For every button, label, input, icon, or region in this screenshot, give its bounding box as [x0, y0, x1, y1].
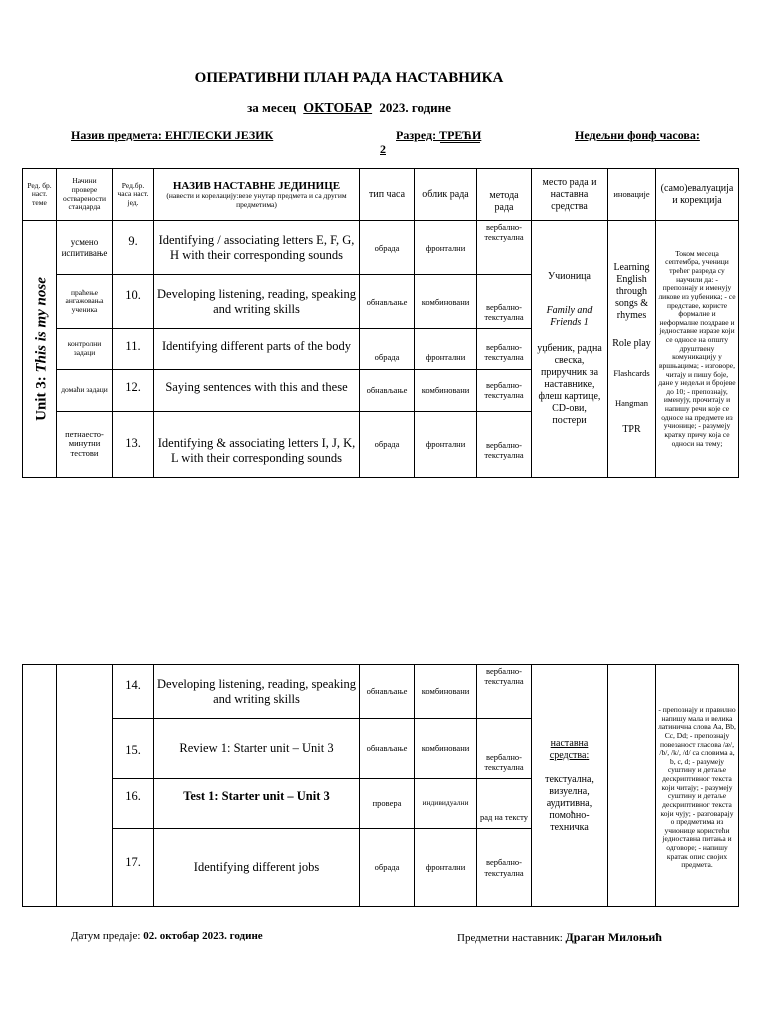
unit-number: Unit 3: — [33, 376, 50, 421]
lesson-method: вербално-текстуална — [477, 221, 532, 275]
lesson-title: Identifying / associating letters E, F, G, H with their corresponding sounds — [154, 221, 360, 275]
teacher — [457, 930, 662, 945]
header-row — [23, 169, 739, 221]
lesson-type: обнављање — [360, 665, 415, 719]
evaluation-cell: Током месеца септембра, ученици трећег разреда су научили да: - препознају и именују ликове из уџбеника; - се представе, користе формалне и неформалне поздраве и једноставне изразе који се односе на општу друштвену комуникацију у вршњацима; - изговоре, читају и пишу боје, дане у недељи и бројеве до 10; - препознају, именују, прочитају и напишу речи које се односе на предмете из учионице; - разумеју кратку причу која се односи на тему; — [656, 221, 739, 478]
month-prefix: за месец — [247, 100, 297, 115]
lesson-number: 16. — [113, 779, 154, 829]
grade: Разред: ТРЕЋИ — [396, 128, 482, 142]
submission-date — [71, 930, 263, 942]
lesson-method: рад на тексту — [477, 779, 532, 829]
innovation-item: TPR — [622, 424, 641, 436]
lesson-form: фронтални — [415, 221, 477, 275]
lesson-title: Test 1: Starter unit – Unit 3 — [154, 779, 360, 829]
unit-cell-empty — [23, 665, 57, 907]
weekly-hours-label: Недељни фонф часова: — [575, 128, 700, 142]
lesson-form: комбиновани — [415, 275, 477, 329]
col-unit-title-text: НАЗИВ НАСТАВНЕ ЈЕДИНИЦЕ — [172, 179, 341, 192]
lesson-type: обрада — [360, 329, 415, 369]
col-eval: (само)евалуација и корекција — [656, 169, 739, 221]
lesson-method: вербално-текстуална — [477, 719, 532, 779]
lesson-number: 14. — [113, 665, 154, 719]
innovations-cell — [608, 221, 656, 478]
lesson-form: комбиновани — [415, 665, 477, 719]
month-line — [0, 100, 698, 117]
lesson-form: фронтални — [415, 829, 477, 907]
teacher-label: Предметни наставник: — [457, 932, 563, 944]
plan-table-2 — [22, 664, 739, 907]
lesson-method: вербално-текстуална — [477, 369, 532, 411]
month-suffix: 2023. године — [379, 100, 451, 115]
col-unit-note: (навести и корелацију:везе унутар предмета и са другим предметима) — [166, 190, 347, 209]
lesson-form: индивидуални — [415, 779, 477, 829]
unit-cell — [23, 221, 57, 478]
subject-name: Назив предмета: ЕНГЛЕСКИ ЈЕЗИК — [71, 128, 274, 142]
lesson-title: Developing listening, reading, speaking and writing skills — [154, 665, 360, 719]
lesson-method: вербално-текстуална — [477, 665, 532, 719]
lesson-title: Identifying different parts of the body — [154, 329, 360, 369]
col-rb: Ред. бр. наст. теме — [23, 169, 57, 221]
place-means-text: наставна средства — [549, 737, 589, 761]
unit-wrap — [25, 222, 59, 476]
place-materials: уџбеник, радна свеска, приручник за наставнике, флеш картице, CD-ови, постери — [537, 343, 602, 426]
col-check: Начини провере остварености стандарда — [57, 169, 113, 221]
lesson-method: вербално-текстуална — [477, 411, 532, 477]
place-room: Учионица — [548, 271, 591, 282]
check-item: контролни задаци — [57, 329, 113, 369]
col-type: тип часа — [360, 169, 415, 221]
lesson-title: Saying sentences with this and these — [154, 369, 360, 411]
lesson-number: 10. — [113, 275, 154, 329]
innovation-item: Flashcards — [613, 367, 650, 378]
lesson-method: вербално-текстуална — [477, 329, 532, 369]
lesson-title: Identifying & associating letters I, J, K, L with their corresponding sounds — [154, 411, 360, 477]
lesson-type: провера — [360, 779, 415, 829]
lesson-method: вербално-текстуална — [477, 275, 532, 329]
weekly-hours-value: 2 — [380, 142, 386, 156]
innovation-item: Hangman — [614, 398, 649, 408]
lesson-type: обнављање — [360, 369, 415, 411]
check-item: праћење ангажовања ученика — [57, 275, 113, 329]
place-means-label: наставна средства: — [549, 737, 590, 761]
month-value: ОКТОБАР — [303, 101, 373, 116]
lesson-number: 15. — [113, 719, 154, 779]
place-cell — [532, 665, 608, 907]
check-cell-empty — [57, 665, 113, 907]
place-cell — [532, 221, 608, 478]
table-row — [23, 665, 739, 719]
lesson-type: обнављање — [360, 719, 415, 779]
grade-underline — [440, 142, 480, 143]
lesson-number: 9. — [113, 221, 154, 275]
lesson-type: обрада — [360, 829, 415, 907]
lesson-number: 12. — [113, 369, 154, 411]
lesson-number: 17. — [113, 829, 154, 907]
lesson-title: Developing listening, reading, speaking and writing skills — [154, 275, 360, 329]
lesson-type: обнављање — [360, 275, 415, 329]
check-item: усмено испитивање — [57, 221, 113, 275]
unit-name: This is my nose — [33, 277, 50, 373]
lesson-type: обрада — [360, 411, 415, 477]
plan-table-1 — [22, 168, 739, 478]
innovation-item: Learning English through songs & rhymes — [613, 261, 650, 321]
col-place: место рада и наставна средства — [532, 169, 608, 221]
date-label: Датум предаје: — [71, 930, 141, 942]
lesson-method: вербално-текстуална — [477, 829, 532, 907]
lesson-type: обрада — [360, 221, 415, 275]
lesson-title: Identifying different jobs — [154, 829, 360, 907]
lesson-number: 13. — [113, 411, 154, 477]
page-title: ОПЕРАТИВНИ ПЛАН РАДА НАСТАВНИКА — [194, 70, 504, 86]
table-row — [23, 221, 739, 275]
innovation-item: Role play — [612, 337, 651, 349]
col-unit-title — [154, 169, 360, 221]
innovations-cell-empty — [608, 665, 656, 907]
col-lesson-no: Ред.бр. часа наст. јед. — [113, 169, 154, 221]
lesson-form: комбиновани — [415, 369, 477, 411]
evaluation-cell: - препознају и правилно напишу мала и велика латинична слова Aa, Bb, Cc, Dd; - препознају повезаност гласова /æ/, /b/, /k/, /d/ са словима a, b, c, d; - разумеју суштину и детаље дескриптивног текста који читају; - разумеју суштину и детаље дескриптивног текста који чују; - разговарају о предметима из учионице користећи једноставна питања и одговоре; - напишу кратак опис својих предмета. — [656, 665, 739, 907]
col-form: облик рада — [415, 169, 477, 221]
lesson-form: комбиновани — [415, 719, 477, 779]
lesson-title: Review 1: Starter unit – Unit 3 — [154, 719, 360, 779]
lesson-number: 11. — [113, 329, 154, 369]
teacher-name: Драган Милоњић — [565, 930, 662, 944]
col-method: метода рада — [477, 169, 532, 221]
col-innovations: иновације — [608, 169, 656, 221]
check-item: петнаесто-минутни тестови — [57, 411, 113, 477]
check-item: домаћи задаци — [57, 369, 113, 411]
place-book: Family and Friends 1 — [546, 305, 593, 328]
lesson-form: фронтални — [415, 329, 477, 369]
date-value: 02. октобар 2023. године — [143, 930, 263, 942]
lesson-form: фронтални — [415, 411, 477, 477]
unit-label — [34, 277, 51, 421]
place-means-types: текстуална, визуелна, аудитивна, помоћно-техничка — [545, 773, 594, 833]
